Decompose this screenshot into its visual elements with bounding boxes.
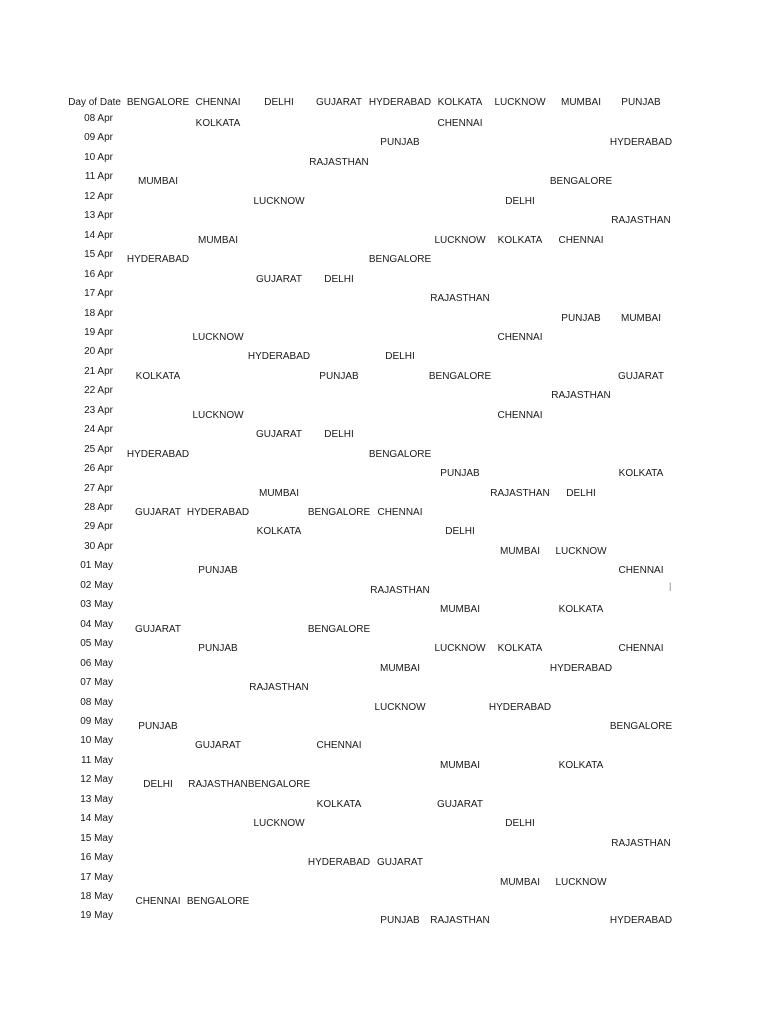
row-date: 10 Apr — [84, 151, 113, 163]
row-date: 18 May — [80, 891, 113, 902]
column-header-punjab: PUNJAB — [621, 97, 661, 108]
row-date: 12 May — [80, 774, 113, 786]
venue-cell: PUNJAB — [198, 643, 238, 655]
venue-cell: MUMBAI — [259, 487, 299, 499]
row-date: 20 Apr — [84, 346, 113, 358]
venue-cell: LUCKNOW — [253, 195, 305, 207]
row-date: 15 May — [80, 832, 113, 844]
row-date: 09 Apr — [84, 132, 113, 144]
row-date: 18 Apr — [84, 307, 113, 319]
row-date: 17 Apr — [84, 288, 113, 300]
venue-cell: DELHI — [505, 195, 535, 207]
row-date: 11 May — [80, 754, 113, 766]
venue-cell: HYDERABAD — [186, 507, 250, 518]
row-date: 28 Apr — [84, 502, 113, 513]
venue-cell: LUCKNOW — [434, 234, 486, 246]
column-header-chennai: CHENNAI — [195, 97, 241, 108]
row-date: 26 Apr — [84, 463, 113, 475]
column-header-bengalore: BENGALORE — [126, 97, 190, 108]
venue-cell: BENGALORE — [609, 720, 673, 732]
venue-cell: KOLKATA — [558, 759, 604, 771]
row-date: 12 Apr — [84, 190, 113, 202]
venue-cell: LUCKNOW — [555, 876, 607, 888]
row-date: 13 May — [80, 793, 113, 805]
row-date: 25 Apr — [84, 443, 113, 455]
date-column-header: Day of Date — [68, 97, 121, 108]
venue-cell: GUJARAT — [256, 273, 302, 285]
venue-cell: KOLKATA — [558, 604, 604, 616]
row-date: 24 Apr — [84, 424, 113, 436]
row-date: 09 May — [80, 715, 113, 727]
row-date: 10 May — [80, 735, 113, 747]
venue-cell: BENGALORE — [549, 176, 613, 188]
row-date: 02 May — [80, 579, 113, 591]
venue-cell: LUCKNOW — [253, 818, 305, 830]
venue-cell: PUNJAB — [561, 312, 601, 324]
venue-cell: RAJASTHAN — [249, 682, 309, 694]
row-date: 07 May — [80, 677, 113, 689]
row-date: 21 Apr — [84, 365, 113, 377]
venue-cell: KOLKATA — [256, 526, 302, 538]
venue-cell: CHENNAI — [497, 331, 543, 343]
venue-cell: KOLKATA — [135, 370, 181, 382]
venue-cell: CHENNAI — [618, 565, 664, 577]
row-date: 30 Apr — [84, 540, 113, 552]
venue-cell: RAJASTHAN — [309, 156, 369, 168]
venue-cell: CHENNAI — [135, 896, 181, 907]
row-date: 23 Apr — [84, 404, 113, 416]
venue-cell: BENGALORE — [307, 623, 371, 635]
row-date: 11 Apr — [84, 171, 113, 183]
row-date: 29 Apr — [84, 521, 113, 533]
venue-cell: MUMBAI — [440, 759, 480, 771]
row-date: 04 May — [80, 618, 113, 630]
venue-cell: DELHI — [324, 429, 354, 441]
venue-cell: HYDERABAD — [247, 351, 311, 363]
row-date: 16 May — [80, 852, 113, 864]
venue-cell: DELHI — [385, 351, 415, 363]
row-date: 14 May — [80, 813, 113, 825]
venue-cell: CHENNAI — [437, 118, 483, 129]
venue-cell: BENGALORE — [368, 254, 432, 266]
row-date: 13 Apr — [84, 210, 113, 222]
row-date: 15 Apr — [84, 249, 113, 261]
venue-cell: GUJARAT — [135, 507, 181, 518]
venue-cell: CHENNAI — [497, 409, 543, 421]
row-date: 16 Apr — [84, 268, 113, 280]
venue-cell: LUCKNOW — [374, 701, 426, 713]
row-date: 05 May — [80, 638, 113, 650]
venue-cell: CHENNAI — [618, 643, 664, 655]
column-header-mumbai: MUMBAI — [561, 97, 601, 108]
venue-cell: PUNJAB — [440, 468, 480, 480]
venue-cell: BENGALORE — [307, 507, 371, 518]
venue-cell: HYDERABAD — [549, 662, 613, 674]
venue-cell: GUJARAT — [195, 740, 241, 752]
row-date: 27 Apr — [84, 482, 113, 494]
venue-cell: DELHI — [505, 818, 535, 830]
venue-cell: BENGALORE — [368, 448, 432, 460]
venue-cell: MUMBAI — [500, 876, 540, 888]
venue-cell: PUNJAB — [138, 720, 178, 732]
row-date: 17 May — [80, 871, 113, 883]
row-date: 06 May — [80, 657, 113, 669]
row-date: 01 May — [80, 560, 113, 572]
venue-cell: LUCKNOW — [555, 545, 607, 557]
column-header-gujarat: GUJARAT — [316, 97, 362, 108]
venue-cell: MUMBAI — [440, 604, 480, 616]
row-date: 19 May — [80, 910, 113, 922]
venue-cell: RAJASTHAN — [551, 390, 611, 402]
venue-cell: CHENNAI — [377, 507, 423, 518]
venue-cell: RAJASTHAN — [611, 837, 671, 849]
venue-cell: DELHI — [566, 487, 596, 499]
venue-cell: LUCKNOW — [192, 331, 244, 343]
venue-cell: GUJARAT — [135, 623, 181, 635]
venue-cell: RAJASTHAN — [430, 915, 490, 927]
column-header-delhi: DELHI — [264, 97, 294, 108]
venue-cell: CHENNAI — [316, 740, 362, 752]
venue-cell: RAJASTHAN — [188, 779, 248, 791]
row-date: 08 Apr — [84, 113, 113, 124]
row-date: 22 Apr — [84, 385, 113, 397]
venue-cell: HYDERABAD — [488, 701, 552, 713]
venue-cell: DELHI — [445, 526, 475, 538]
venue-cell: GUJARAT — [437, 798, 483, 810]
venue-cell: KOLKATA — [497, 234, 543, 246]
venue-cell: HYDERABAD — [126, 254, 190, 266]
column-header-hyderabad: HYDERABAD — [368, 97, 432, 108]
venue-cell: KOLKATA — [497, 643, 543, 655]
venue-cell: MUMBAI — [380, 662, 420, 674]
venue-cell: PUNJAB — [380, 137, 420, 149]
venue-cell: RAJASTHAN — [370, 584, 430, 596]
column-header-kolkata: KOLKATA — [437, 97, 483, 108]
venue-cell: GUJARAT — [377, 857, 423, 869]
venue-cell: BENGALORE — [428, 370, 492, 382]
venue-cell: MUMBAI — [198, 234, 238, 246]
venue-cell: DELHI — [143, 779, 173, 791]
venue-cell: DELHI — [324, 273, 354, 285]
venue-cell: HYDERABAD — [609, 137, 673, 149]
venue-cell: BENGALORE — [247, 779, 311, 791]
venue-cell: PUNJAB — [319, 370, 359, 382]
venue-cell: RAJASTHAN — [490, 487, 550, 499]
venue-cell: RAJASTHAN — [611, 215, 671, 227]
venue-cell: PUNJAB — [198, 565, 238, 577]
row-date: 03 May — [80, 599, 113, 611]
venue-cell: KOLKATA — [618, 468, 664, 480]
venue-cell: KOLKATA — [195, 118, 241, 129]
venue-cell: HYDERABAD — [307, 857, 371, 869]
venue-cell: HYDERABAD — [609, 915, 673, 927]
venue-cell: MUMBAI — [138, 176, 178, 188]
row-date: 08 May — [80, 696, 113, 708]
venue-cell: GUJARAT — [618, 370, 664, 382]
venue-cell: KOLKATA — [316, 798, 362, 810]
venue-cell: MUMBAI — [621, 312, 661, 324]
venue-cell: GUJARAT — [256, 429, 302, 441]
venue-cell: LUCKNOW — [434, 643, 486, 655]
venue-cell: MUMBAI — [500, 545, 540, 557]
venue-cell: PUNJAB — [380, 915, 420, 927]
venue-cell: HYDERABAD — [126, 448, 190, 460]
venue-cell: BENGALORE — [186, 896, 250, 907]
venue-cell: LUCKNOW — [192, 409, 244, 421]
row-date: 14 Apr — [84, 229, 113, 241]
row-date: 19 Apr — [84, 326, 113, 338]
venue-cell: CHENNAI — [558, 234, 604, 246]
edge-mark: | — [669, 580, 672, 591]
column-header-lucknow: LUCKNOW — [494, 97, 546, 108]
venue-cell: RAJASTHAN — [430, 293, 490, 305]
